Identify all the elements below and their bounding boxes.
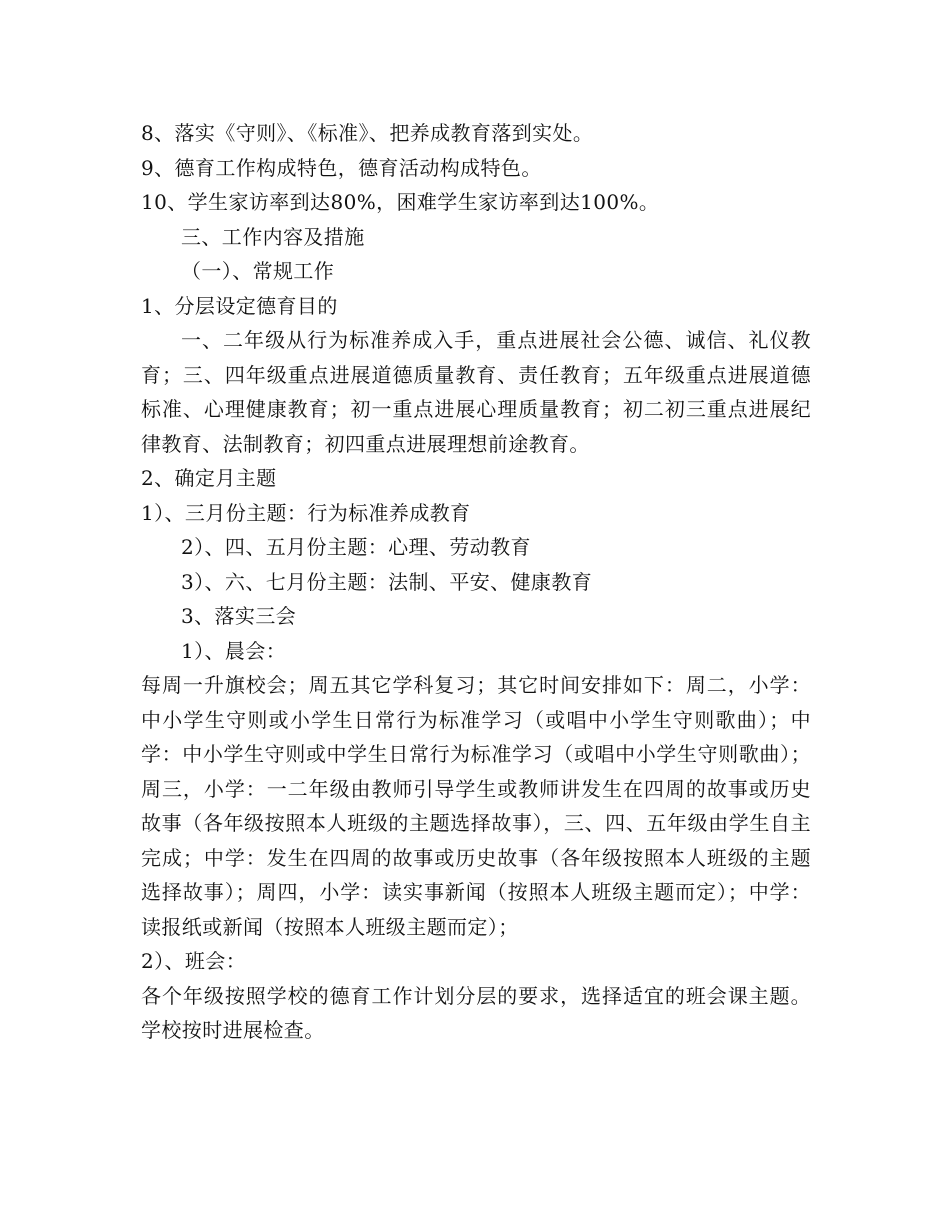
morning-meeting-heading: 1）、晨会： [181, 638, 287, 663]
paragraph-goal-9: 9、德育工作构成特色，德育活动构成特色。 [141, 155, 542, 180]
month-theme-3: 3）、六、七月份主题：法制、平安、健康教育 [181, 569, 593, 594]
paragraph-morning-meeting: 每周一升旗校会；周五其它学科复习；其它时间安排如下：周二，小学：中小学生守则或小学生日常行为标准学习（或唱中小学生守则歌曲）；中学：中小学生守则或中学生日常行为标准学习（或唱中小学生守则歌曲）；周三，小学：一二年级由教师引导学生或教师讲发生在四周的故事或历史故事（各年级按照本人班级的主题选择故事），三、四、五年级由学生自主完成；中学：发生在四周的故事或历史故事（各年级按照本人班级的主题选择故事）；周四，小学：读实事新闻（按照本人班级主题而定）；中学：读报纸或新闻（按照本人班级主题而定）； [141, 673, 811, 939]
paragraph-goal-10: 10、学生家访率到达80%，困难学生家访率到达100%。 [141, 190, 660, 214]
paragraph-class-meeting: 各个年级按照学校的德育工作计划分层的要求，选择适宜的班会课主题。学校按时进展检查。 [141, 983, 811, 1042]
class-meeting-heading: 2）、班会： [141, 949, 247, 973]
month-theme-1: 1）、三月份主题：行为标准养成教育 [141, 500, 471, 525]
paragraph-grade-goals: 一、二年级从行为标准养成入手，重点进展社会公德、诚信、礼仪教育；三、四年级重点进展道德质量教育、责任教育；五年级重点进展道德标准、心理健康教育；初一重点进展心理质量教育；初二初三重点进展纪律教育、法制教育；初四重点进展理想前途教育。 [141, 328, 811, 456]
section-heading-3: 三、工作内容及措施 [181, 224, 365, 249]
subsection-heading-1: （一）、常规工作 [181, 259, 335, 283]
item-heading-3: 3、落实三会 [181, 604, 297, 628]
item-heading-2: 2、确定月主题 [141, 466, 277, 490]
item-heading-1: 1、分层设定德育目的 [141, 293, 338, 318]
document-body [141, 116, 811, 1048]
month-theme-2: 2）、四、五月份主题：心理、劳动教育 [181, 535, 531, 559]
paragraph-goal-8: 8、落实《守则》、《标准》、把养成教育落到实处。 [141, 121, 594, 145]
